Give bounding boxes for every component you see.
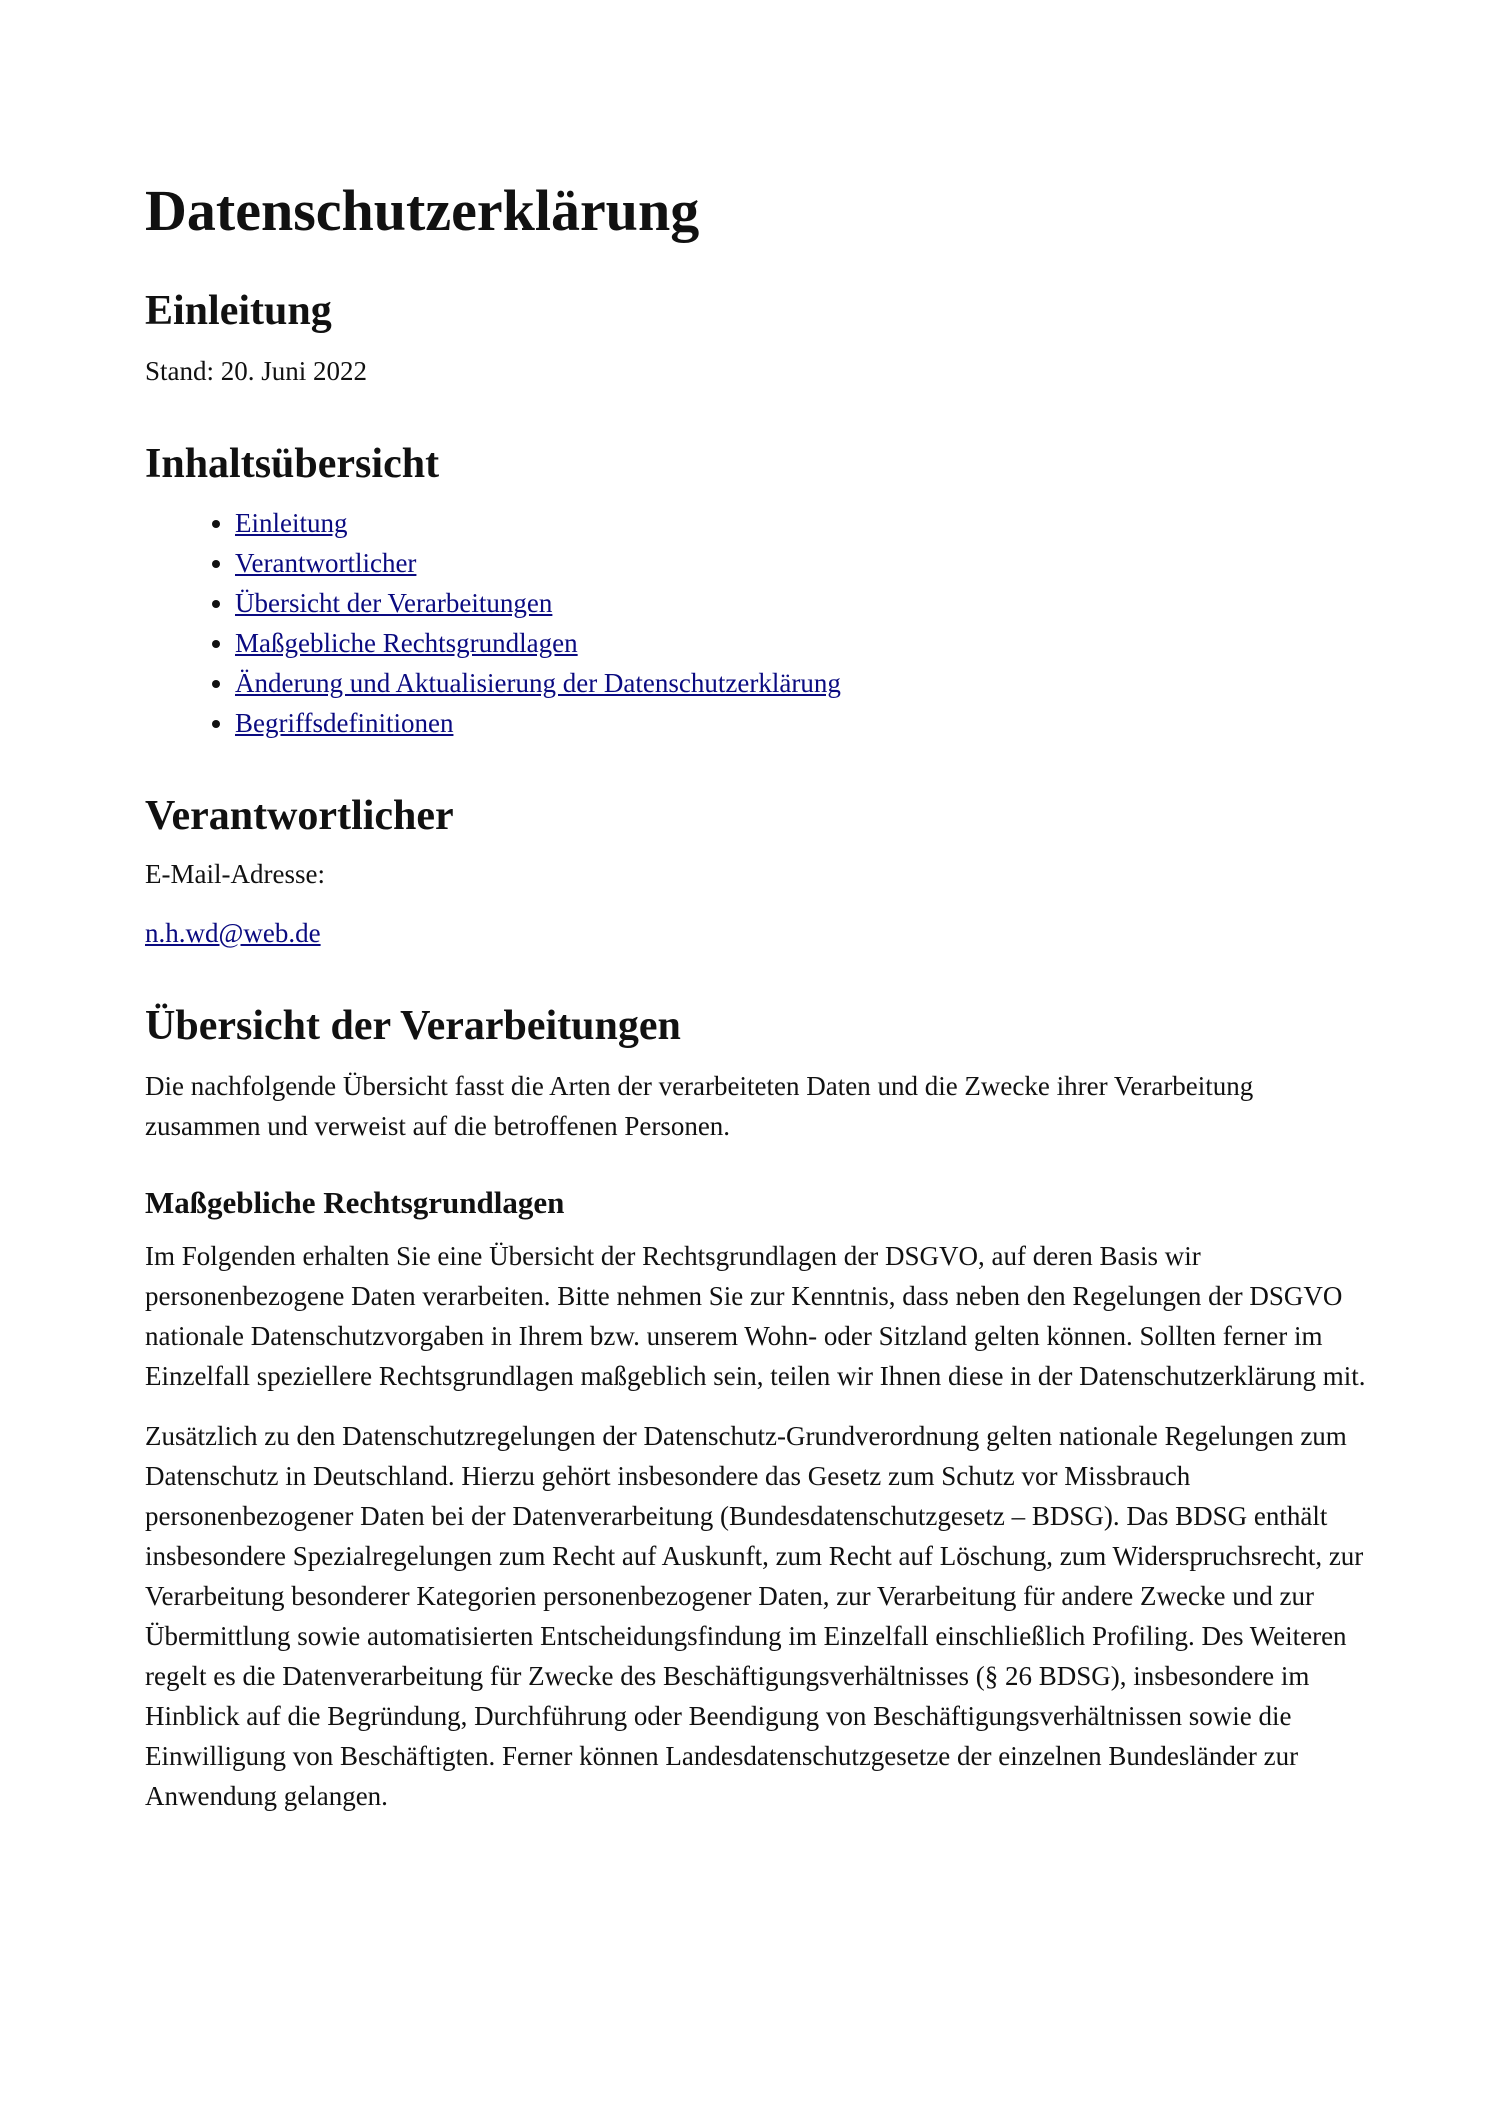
email-link[interactable]: n.h.wd@web.de	[145, 918, 321, 948]
toc-link-uebersicht[interactable]: Übersicht der Verarbeitungen	[235, 588, 553, 618]
toc-item	[235, 623, 1375, 663]
toc-item	[235, 583, 1375, 623]
toc-link-rechtsgrundlagen[interactable]: Maßgebliche Rechtsgrundlagen	[235, 628, 578, 658]
toc-item	[235, 503, 1375, 543]
processing-text: Die nachfolgende Übersicht fasst die Arten der verarbeiteten Daten und die Zwecke ihrer Verarbeitung zusammen und verweist auf die betroffenen Personen.	[145, 1071, 1254, 1141]
heading-uebersicht: Übersicht der Verarbeitungen	[145, 1003, 681, 1049]
date-text: Stand: 20. Juni 2022	[145, 356, 368, 386]
toc-item	[235, 543, 1375, 583]
heading-toc: Inhaltsübersicht	[145, 441, 440, 487]
toc-link-einleitung[interactable]: Einleitung	[235, 508, 348, 538]
toc-link-aenderung[interactable]: Änderung und Aktualisierung der Datenschutzerklärung	[235, 668, 841, 698]
page-title: Datenschutzerklärung	[145, 178, 700, 243]
legal-paragraph-1: Im Folgenden erhalten Sie eine Übersicht der Rechtsgrundlagen der DSGVO, auf deren Basis wir personenbezogene Daten verarbeiten. Bitte nehmen Sie zur Kenntnis, dass neben den Regelungen der DSGVO nationale Datenschutzvorgaben in Ihrem bzw. unserem Wohn- oder Sitzland gelten können. Sollten ferner im Einzelfall speziellere Rechtsgrundlagen maßgeblich sein, teilen wir Ihnen diese in der Datenschutzerklärung mit.	[145, 1241, 1366, 1391]
heading-verantwortlicher: Verantwortlicher	[145, 793, 454, 839]
toc-list	[145, 503, 1375, 743]
heading-rechtsgrundlagen: Maßgebliche Rechtsgrundlagen	[145, 1185, 565, 1220]
email-label: E-Mail-Adresse:	[145, 859, 325, 889]
toc-item	[235, 663, 1375, 703]
email-paragraph	[145, 913, 1375, 953]
toc-link-verantwortlicher[interactable]: Verantwortlicher	[235, 548, 417, 578]
legal-paragraph-2: Zusätzlich zu den Datenschutzregelungen der Datenschutz-Grundverordnung gelten nationale Regelungen zum Datenschutz in Deutschland. Hierzu gehört insbesondere das Gesetz zum Schutz vor Missbrauch personenbezogener Daten bei der Datenverarbeitung (Bundesdatenschutzgesetz – BDSG). Das BDSG enthält insbesondere Spezialregelungen zum Recht auf Auskunft, zum Recht auf Löschung, zum Widerspruchsrecht, zur Verarbeitung besonderer Kategorien personenbezogener Daten, zur Verarbeitung für andere Zwecke und zur Übermittlung sowie automatisierten Entscheidungsfindung im Einzelfall einschließlich Profiling. Des Weiteren regelt es die Datenverarbeitung für Zwecke des Beschäftigungsverhältnisses (§ 26 BDSG), insbesondere im Hinblick auf die Begründung, Durchführung oder Beendigung von Beschäftigungsverhältnissen sowie die Einwilligung von Beschäftigten. Ferner können Landesdatenschutzgesetze der einzelnen Bundesländer zur Anwendung gelangen.	[145, 1421, 1364, 1811]
toc-item	[235, 703, 1375, 743]
toc-link-begriffsdefinitionen[interactable]: Begriffsdefinitionen	[235, 708, 454, 738]
heading-einleitung: Einleitung	[145, 288, 332, 334]
